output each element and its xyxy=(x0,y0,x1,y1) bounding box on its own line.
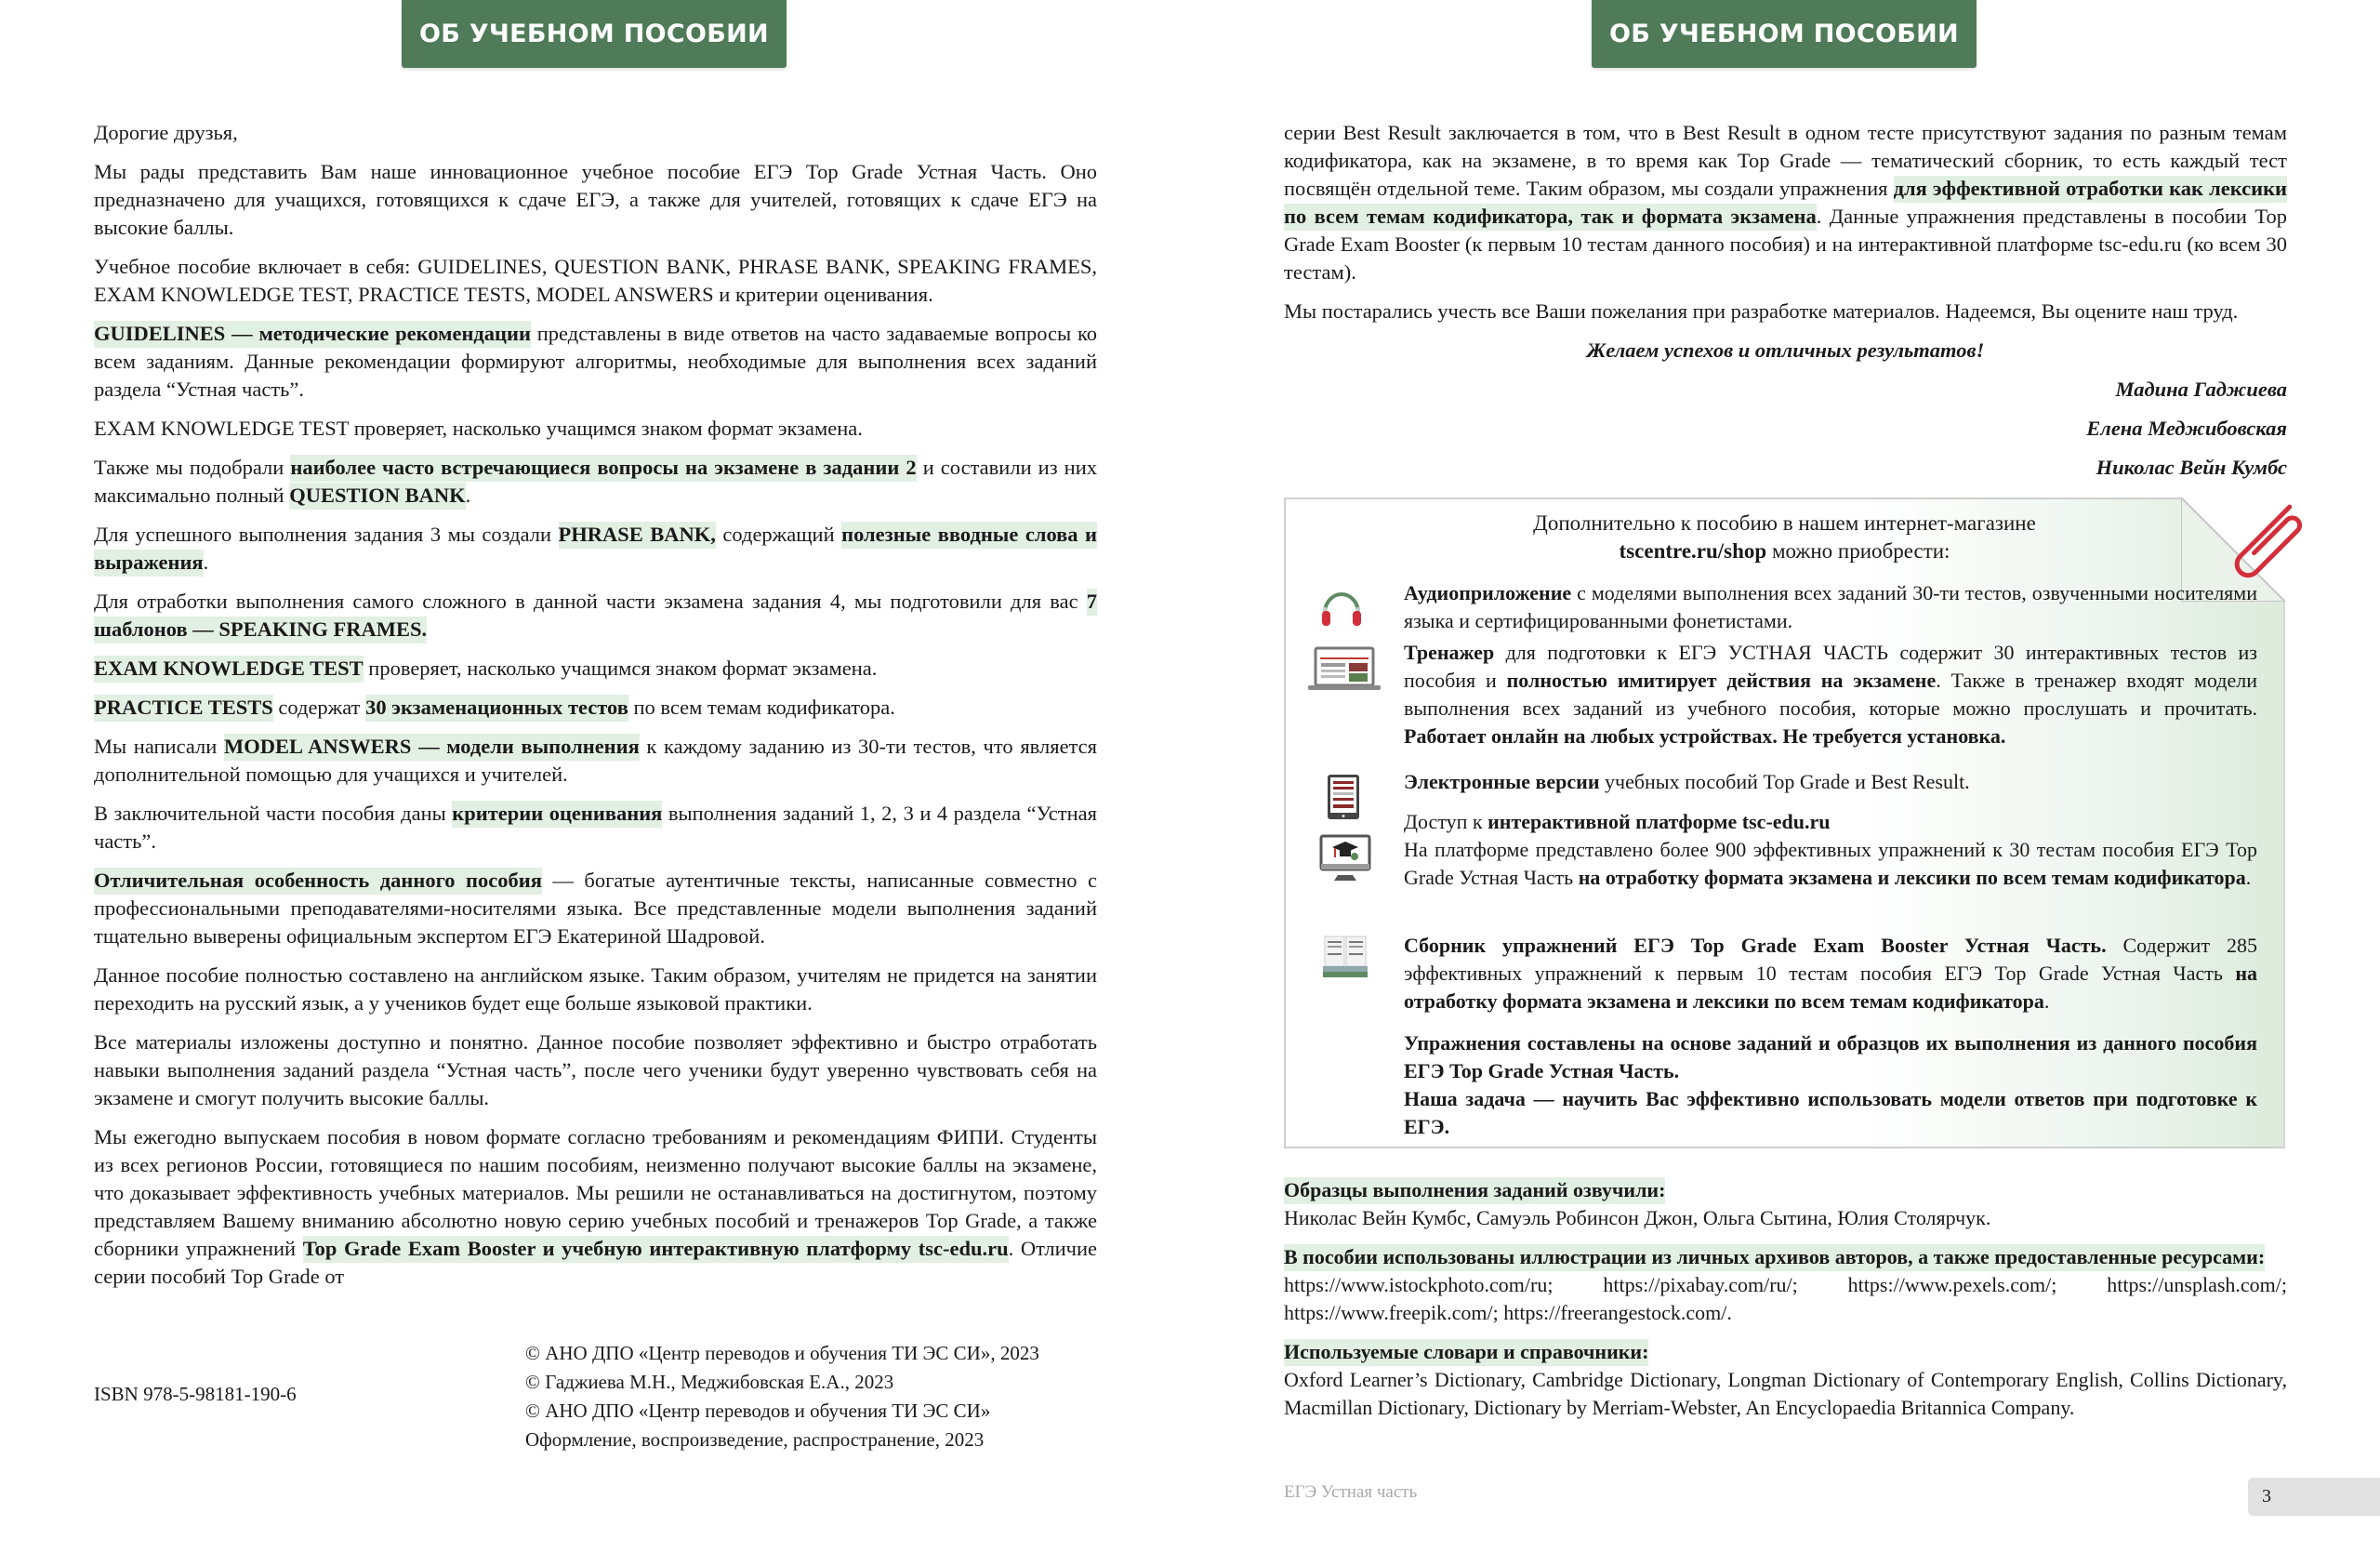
text: содержат xyxy=(272,696,366,719)
paragraph xyxy=(94,454,1097,510)
highlight: 30 экзаменационных тестов xyxy=(365,695,628,722)
item-title: Тренажер xyxy=(1404,641,1495,664)
item-title: Электронные версии xyxy=(1404,770,1600,793)
paragraph xyxy=(94,867,1097,950)
paragraph xyxy=(94,588,1097,644)
text: . xyxy=(203,551,209,574)
highlight: Образцы выполнения заданий озвучили: xyxy=(1284,1177,1665,1204)
text: В заключительной части пособия даны xyxy=(94,802,453,825)
paragraph xyxy=(94,521,1097,577)
text: — богатые аутентичные тексты, написанные совместно с профессиональными преподавателями-носителями языка. Все представленные модели выполнения заданий тщательно выверены официальным экспертом ЕГЭ Екатериной Шадровой. xyxy=(94,869,1097,948)
item-text: учебных пособий Top Grade и Best Result. xyxy=(1599,770,1970,793)
heading-line xyxy=(1286,537,2283,565)
highlight: полезные вводные слова и выражения xyxy=(94,522,1097,577)
highlight: наиболее часто встречающиеся вопросы на экзамене в задании 2 xyxy=(290,455,916,482)
section-banner: ОБ УЧЕБНОМ ПОСОБИИ xyxy=(1592,0,1977,68)
item-text: На платформе представлено более 900 эффективных упражнений к 30 тестам пособия ЕГЭ Top Grade Устная Часть xyxy=(1404,838,2257,889)
text: Мы ежегодно выпускаем пособия в новом формате согласно требованиям и рекомендациям ФИПИ. Студенты из всех регионов России, готовящиеся по нашим пособиям, неизменно получают высокие баллы на экзамене, что доказывает эффективность учебных материалов. Мы решили не останавливаться на достигнутом, поэтому представляем Вашему вниманию абсолютно новую серию учебных пособий и тренажеров Top Grade, а также сборники упражнений xyxy=(94,1125,1097,1260)
text: выполнения заданий 1, 2, 3 и 4 раздела “Устная часть”. xyxy=(94,802,1097,853)
text: Также мы подобрали xyxy=(94,456,291,479)
item-text: . xyxy=(2043,989,2050,1013)
credits-section xyxy=(1284,1176,2287,1433)
credits-illustrations xyxy=(1284,1243,2287,1327)
highlight: QUESTION BANK xyxy=(289,483,465,510)
wish-line: Желаем успехов и отличных результатов! xyxy=(1586,338,1985,362)
copyright-block xyxy=(525,1339,1039,1454)
text: https://www.istockphoto.com/ru; https://pixabay.com/ru/; https://www.pexels.com/; https://unsplash.com/; https://www.freepik.com/; https://freerangestock.com/. xyxy=(1284,1273,2287,1324)
item-bold: Работает онлайн на любых устройствах. Не требуется установка. xyxy=(1404,724,2006,748)
author-name: Мадина Гаджиева xyxy=(2115,378,2287,401)
copyright-line: Оформление, воспроизведение, распространение, 2023 xyxy=(525,1428,985,1451)
paragraph xyxy=(94,1123,1097,1291)
credits-voiced xyxy=(1284,1176,2287,1232)
highlight: MODEL ANSWERS — модели выполнения xyxy=(224,734,640,761)
shop-info-box xyxy=(1284,498,2285,1148)
text: по всем темам кодификатора. xyxy=(628,696,895,719)
list-item-platform xyxy=(1404,808,2257,892)
platform-link[interactable]: интерактивной платформе tsc-edu.ru xyxy=(1488,810,1831,833)
text: Для успешного выполнения задания 3 мы создали xyxy=(94,523,559,546)
item-title: Аудиоприложение xyxy=(1404,581,1572,604)
list-item-trainer xyxy=(1404,639,2257,750)
intro-column xyxy=(94,119,1097,1302)
item-text: для подготовки к ЕГЭ УСТНАЯ ЧАСТЬ содержит 30 интерактивных тестов из пособия и xyxy=(1404,641,2257,692)
text: . Отличие серии пособий Top Grade от xyxy=(94,1237,1097,1288)
greeting: Дорогие друзья, xyxy=(94,121,238,144)
highlight: PHRASE BANK, xyxy=(559,522,716,549)
item-bold: на отработку формата экзамена и лексики по всем темам кодификатора xyxy=(1404,962,2257,1013)
item-text: Содержит 285 эффективных упражнений к первым 10 тестам пособия ЕГЭ Top Grade Устная Часть xyxy=(1404,934,2257,985)
paragraph: Данное пособие полностью составлено на английском языке. Таким образом, учителям не придется на занятии переходить на русский язык, а у учеников будет еще больше языковой практики. xyxy=(94,963,1097,1015)
isbn: ISBN 978-5-98181-190-6 xyxy=(94,1383,297,1405)
highlight: Используемые словари и справочники: xyxy=(1284,1339,1648,1366)
paragraph: Мы рады представить Вам наше инновационное учебное пособие ЕГЭ Top Grade Устная Часть. Оно предназначено для учащихся, готовящихся к сдаче ЕГЭ, а также для учителей, готовящих к сдаче ЕГЭ на высокие баллы. xyxy=(94,160,1097,239)
text: . Данные упражнения представлены в пособии Top Grade Exam Booster (к первым 10 тестам данного пособия) и на интерактивной платформе tsc-edu.ru (ко всем 30 тестам). xyxy=(1284,205,2287,284)
heading-line: Дополнительно к пособию в нашем интернет-магазине xyxy=(1533,511,2036,535)
item-title: Сборник упражнений ЕГЭ Top Grade Exam Booster Устная Часть. xyxy=(1404,934,2107,957)
copyright-line: © АНО ДПО «Центр переводов и обучения ТИ ЭС СИ» xyxy=(525,1400,991,1422)
highlight: GUIDELINES — методические рекомендации xyxy=(94,321,531,348)
highlight: Top Grade Exam Booster и учебную интерактивную платформу tsc-edu.ru xyxy=(303,1236,1009,1263)
highlight: В пособии использованы иллюстрации из личных архивов авторов, а также предоставленные ресурсами: xyxy=(1284,1244,2265,1271)
shop-link[interactable]: tscentre.ru/shop xyxy=(1619,539,1767,563)
paragraph xyxy=(94,655,1097,683)
item-text: . Также в тренажер входят модели выполнения всех заданий из учебного пособия, которые можно прослушать и прочитать. xyxy=(1404,669,2258,720)
book-icon xyxy=(1321,935,1369,979)
text: Oxford Learner’s Dictionary, Cambridge Dictionary, Longman Dictionary of Contemporary English, Collins Dictionary, Macmillan Dictionary, Dictionary by Merriam-Webster, An Encyclopaedia Britannica Company. xyxy=(1284,1368,2287,1419)
list-item-audio xyxy=(1404,579,2257,635)
list-item-booster xyxy=(1404,932,2257,1015)
text: . xyxy=(465,484,471,507)
box-closing xyxy=(1404,1029,2257,1141)
author-name: Елена Меджибовская xyxy=(2086,417,2287,440)
paragraph: Все материалы изложены доступно и понятно. Данное пособие позволяет эффективно и быстро отработать навыки выполнения заданий раздела “Устная часть”, после чего ученики будут уверенно чувствовать себя на экзамене и смогут получить высокие баллы. xyxy=(94,1030,1097,1109)
laptop-icon xyxy=(1308,646,1381,693)
item-text: . xyxy=(2245,866,2252,889)
highlight: 7 шаблонов — SPEAKING FRAMES. xyxy=(94,589,1097,644)
footer-title: ЕГЭ Устная часть xyxy=(1284,1482,1418,1502)
author-name: Николас Вейн Кумбс xyxy=(2096,456,2287,479)
paragraph: EXAM KNOWLEDGE TEST проверяет, насколько учащимся знаком формат экзамена. xyxy=(94,417,863,440)
paragraph: Учебное пособие включает в себя: GUIDELINES, QUESTION BANK, PHRASE BANK, SPEAKING FRAMES, EXAM KNOWLEDGE TEST, PRACTICE TESTS, MODEL ANSWERS и критерии оценивания. xyxy=(94,255,1097,306)
item-text: Доступ к xyxy=(1404,810,1488,833)
continuation-column xyxy=(1284,119,2287,493)
text: серии Best Result заключается в том, что в Best Result в одном тесте присутствуют задания по разным темам кодификатора, как на экзамене, в то время как Top Grade — тематический сборник, то есть каждый тест посвящён отдельной теме. Таким образом, мы создали упражнения xyxy=(1284,121,2287,200)
section-banner: ОБ УЧЕБНОМ ПОСОБИИ xyxy=(402,0,787,68)
tablet-icon xyxy=(1327,774,1360,820)
closing-line: Наша задача — научить Вас эффективно использовать модели ответов при подготовке к ЕГЭ. xyxy=(1404,1087,2257,1138)
text: можно приобрести: xyxy=(1766,539,1950,563)
paragraph xyxy=(94,800,1097,856)
monitor-graduation-icon xyxy=(1319,834,1371,883)
text: Для отработки выполнения самого сложного в данной части экзамена задания 4, мы подготовили для вас xyxy=(94,590,1087,613)
highlight: для эффективной отработки как лексики по всем темам кодификатора, так и формата экзамена xyxy=(1284,176,2287,231)
text: и составили из них максимально полный xyxy=(94,456,1097,507)
copyright-line: © Гаджиева М.Н., Меджибовская Е.А., 2023 xyxy=(525,1371,894,1393)
highlight: Отличительная особенность данного пособия xyxy=(94,868,542,895)
text: проверяет, насколько учащимся знаком формат экзамена. xyxy=(363,657,878,680)
paragraph xyxy=(94,320,1097,404)
closing-line: Упражнения составлены на основе заданий и образцов их выполнения из данного пособия ЕГЭ Top Grade Устная Часть. xyxy=(1404,1031,2257,1082)
highlight: критерии оценивания xyxy=(452,801,662,828)
paragraph: Мы постарались учесть все Ваши пожелания при разработке материалов. Надеемся, Вы оцените наш труд. xyxy=(1284,299,2239,323)
item-bold: на отработку формата экзамена и лексики по всем темам кодификатора xyxy=(1578,866,2246,889)
text: Николас Вейн Кумбс, Самуэль Робинсон Джон, Ольга Сытина, Юлия Столярчук. xyxy=(1284,1206,1991,1229)
text: к каждому заданию из 30-ти тестов, что является дополнительной помощью для учащихся и учителей. xyxy=(94,735,1097,786)
credits-dictionaries xyxy=(1284,1338,2287,1422)
paragraph xyxy=(1284,119,2287,286)
item-bold: полностью имитирует действия на экзамене xyxy=(1506,669,1937,692)
paragraph xyxy=(94,694,1097,722)
text: представлены в виде ответов на часто задаваемые вопросы ко всем заданиям. Данные рекомендации формируют алгоритмы, необходимые для выполнения всех заданий раздела “Устная часть”. xyxy=(94,322,1098,401)
list-item-ebooks xyxy=(1404,768,2257,796)
item-text: с моделями выполнения всех заданий 30-ти тестов, озвученными носителями языка и сертифицированными фонетистами. xyxy=(1404,581,2257,632)
paragraph xyxy=(94,733,1097,789)
text: Мы написали xyxy=(94,735,224,758)
page-number: 3 xyxy=(2248,1478,2380,1516)
copyright-line: © АНО ДПО «Центр переводов и обучения ТИ ЭС СИ», 2023 xyxy=(525,1342,1039,1364)
box-heading xyxy=(1286,510,2283,565)
highlight: EXAM KNOWLEDGE TEST xyxy=(94,656,364,683)
headphones-icon xyxy=(1319,579,1364,628)
highlight: PRACTICE TESTS xyxy=(94,695,273,722)
text: содержащий xyxy=(715,523,842,546)
